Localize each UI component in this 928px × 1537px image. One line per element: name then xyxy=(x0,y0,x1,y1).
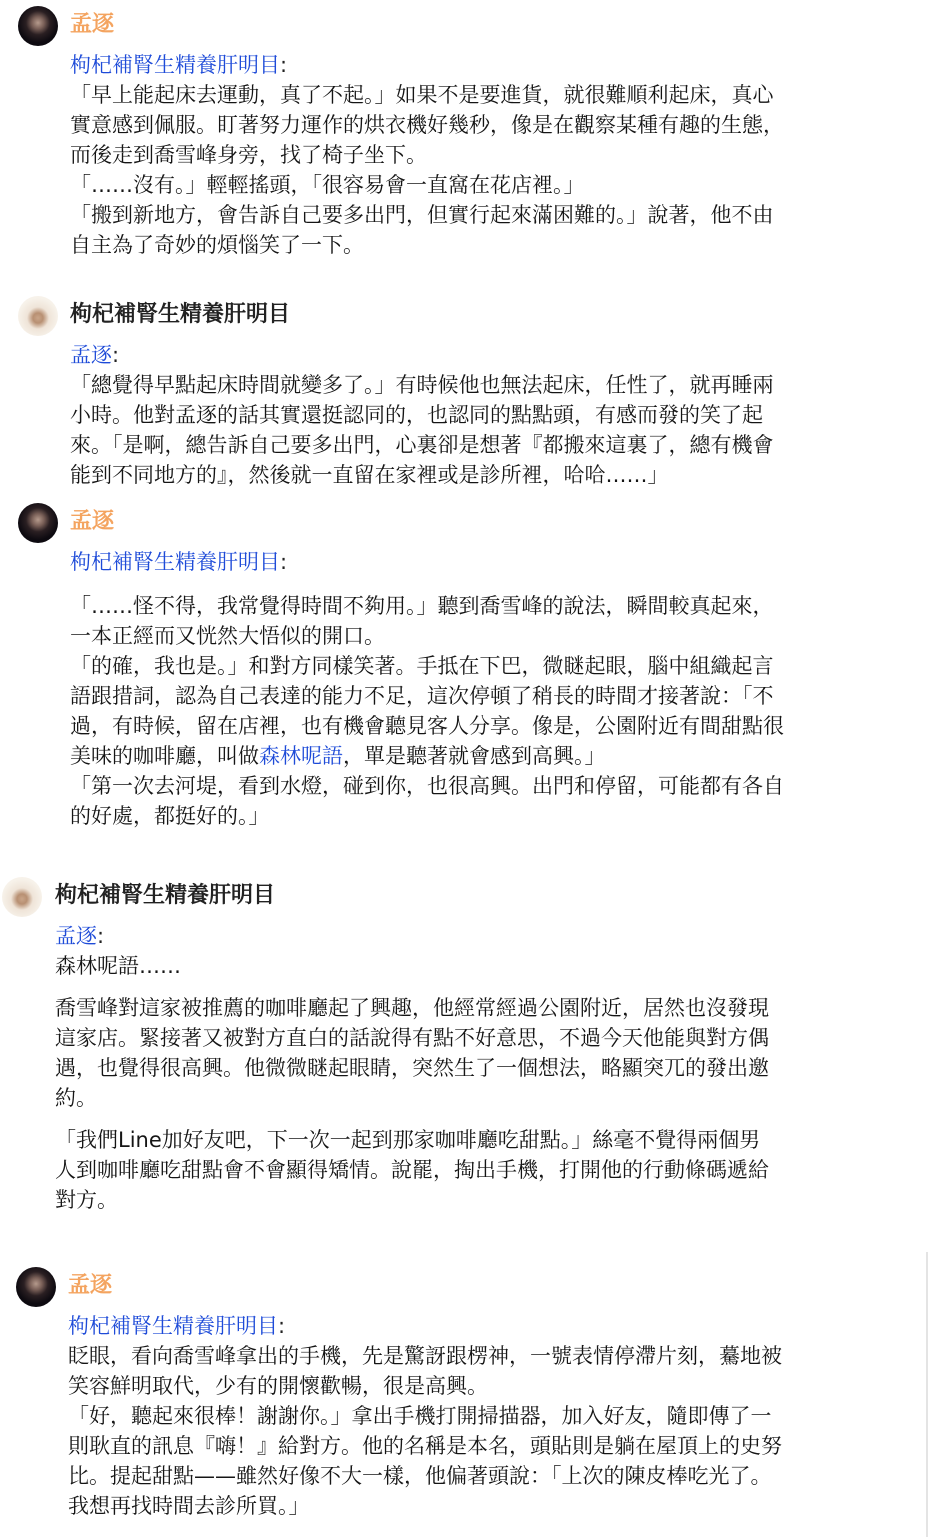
post-body xyxy=(68,1341,782,1521)
text-line: 遇，也覺得很高興。他微微瞇起眼睛，突然生了一個想法，略顯突兀的發出邀 xyxy=(55,1056,769,1080)
text-line: 的好處，都挺好的。」 xyxy=(70,804,270,828)
quoted-user-link[interactable]: 孟逐 xyxy=(70,343,112,367)
text-segment: ，單是聽著就會感到高興。」 xyxy=(343,744,606,768)
text-line: 「的確，我也是。」和對方同樣笑著。手抵在下巴，微瞇起眼，腦中組織起言 xyxy=(70,654,774,678)
quote-colon: : xyxy=(97,924,105,948)
text-line: 眨眼，看向喬雪峰拿出的手機，先是驚訝跟楞神，一號表情停滯片刻，驀地被 xyxy=(68,1344,782,1368)
post-body xyxy=(70,370,774,490)
text-line: 語跟措詞，認為自己表達的能力不足，這次停頓了稍長的時間才接著說：「不 xyxy=(70,684,774,708)
post-body xyxy=(70,591,784,831)
text-line: 「好，聽起來很棒！謝謝你。」拿出手機打開掃描器，加入好友，隨即傳了一 xyxy=(68,1404,772,1428)
text-line: 則耿直的訊息『嗨！』給對方。他的名稱是本名，頭貼則是躺在屋頂上的史努 xyxy=(68,1434,782,1458)
text-line: 「……沒有。」輕輕搖頭，「很容易會一直窩在花店裡。」 xyxy=(70,173,585,197)
author-name[interactable]: 孟逐 xyxy=(68,1273,113,1298)
text-line-with-link xyxy=(70,741,784,771)
cafe-link[interactable]: 森林呢語 xyxy=(259,744,343,768)
text-line: 喬雪峰對這家被推薦的咖啡廳起了興趣，他經常經過公園附近，居然也沒發現 xyxy=(55,996,769,1020)
quote-header xyxy=(55,921,104,951)
avatar[interactable] xyxy=(18,296,58,336)
text-line: 「第一次去河堤，看到水燈，碰到你，也很高興。出門和停留，可能都有各自 xyxy=(70,774,784,798)
quote-colon: : xyxy=(280,550,288,574)
avatar[interactable] xyxy=(18,503,58,543)
quote-colon: : xyxy=(280,53,288,77)
paragraph-gap xyxy=(55,1113,769,1125)
post-body xyxy=(70,80,784,260)
avatar[interactable] xyxy=(16,1267,56,1307)
text-line: 能到不同地方的』，然後就一直留在家裡或是診所裡，哈哈……」 xyxy=(70,463,669,487)
quote-header xyxy=(70,547,287,577)
author-name[interactable]: 孟逐 xyxy=(70,12,115,37)
text-line: 我想再找時間去診所買。」 xyxy=(68,1494,310,1518)
text-line: 人到咖啡廳吃甜點會不會顯得矯情。說罷，掏出手機，打開他的行動條碼遞給 xyxy=(55,1158,769,1182)
text-line: 一本正經而又恍然大悟似的開口。 xyxy=(70,624,385,648)
quote-colon: : xyxy=(278,1314,286,1338)
text-line: 「……怪不得，我常覺得時間不夠用。」聽到喬雪峰的說法，瞬間較真起來， xyxy=(70,594,774,618)
quote-header xyxy=(70,340,119,370)
text-line: 對方。 xyxy=(55,1188,118,1212)
author-name[interactable]: 枸杞補腎生精養肝明目 xyxy=(55,883,276,908)
avatar[interactable] xyxy=(18,6,58,46)
quote-header xyxy=(68,1311,285,1341)
text-line: 笑容鮮明取代，少有的開懷歡暢，很是高興。 xyxy=(68,1374,488,1398)
text-line: 約。 xyxy=(55,1086,97,1110)
text-line: 小時。他對孟逐的話其實還挺認同的，也認同的點點頭，有感而發的笑了起 xyxy=(70,403,763,427)
paragraph-gap xyxy=(55,981,769,993)
text-line: 實意感到佩服。盯著努力運作的烘衣機好幾秒，像是在觀察某種有趣的生態， xyxy=(70,113,784,137)
author-name[interactable]: 孟逐 xyxy=(70,509,115,534)
quote-colon: : xyxy=(112,343,120,367)
quoted-user-link[interactable]: 枸杞補腎生精養肝明目 xyxy=(70,53,280,77)
post-body xyxy=(55,951,769,1215)
text-line: 自主為了奇妙的煩惱笑了一下。 xyxy=(70,233,364,257)
avatar[interactable] xyxy=(2,877,42,917)
text-line: 過，有時候，留在店裡，也有機會聽見客人分享。像是，公園附近有間甜點很 xyxy=(70,714,784,738)
text-segment: 美味的咖啡廳，叫做 xyxy=(70,744,259,768)
quoted-user-link[interactable]: 孟逐 xyxy=(55,924,97,948)
text-line: 而後走到喬雪峰身旁，找了椅子坐下。 xyxy=(70,143,427,167)
author-name[interactable]: 枸杞補腎生精養肝明目 xyxy=(70,302,291,327)
text-line: 比。提起甜點——雖然好像不大一樣，他偏著頭說：「上次的陳皮棒吃光了。 xyxy=(68,1464,772,1488)
text-line: 「搬到新地方，會告訴自己要多出門，但實行起來滿困難的。」說著，他不由 xyxy=(70,203,774,227)
text-line: 來。「是啊，總告訴自己要多出門，心裏卻是想著『都搬來這裏了，總有機會 xyxy=(70,433,774,457)
text-line: 森林呢語…… xyxy=(55,954,181,978)
text-line: 「我們Line加好友吧，下一次一起到那家咖啡廳吃甜點。」絲毫不覺得兩個男 xyxy=(55,1128,761,1152)
quoted-user-link[interactable]: 枸杞補腎生精養肝明目 xyxy=(68,1314,278,1338)
text-line: 這家店。緊接著又被對方直白的話說得有點不好意思，不過今天他能與對方偶 xyxy=(55,1026,769,1050)
text-line: 「早上能起床去運動，真了不起。」如果不是要進貨，就很難順利起床，真心 xyxy=(70,83,774,107)
quote-header xyxy=(70,50,287,80)
quoted-user-link[interactable]: 枸杞補腎生精養肝明目 xyxy=(70,550,280,574)
text-line: 「總覺得早點起床時間就變多了。」有時候他也無法起床，任性了，就再睡兩 xyxy=(70,373,774,397)
